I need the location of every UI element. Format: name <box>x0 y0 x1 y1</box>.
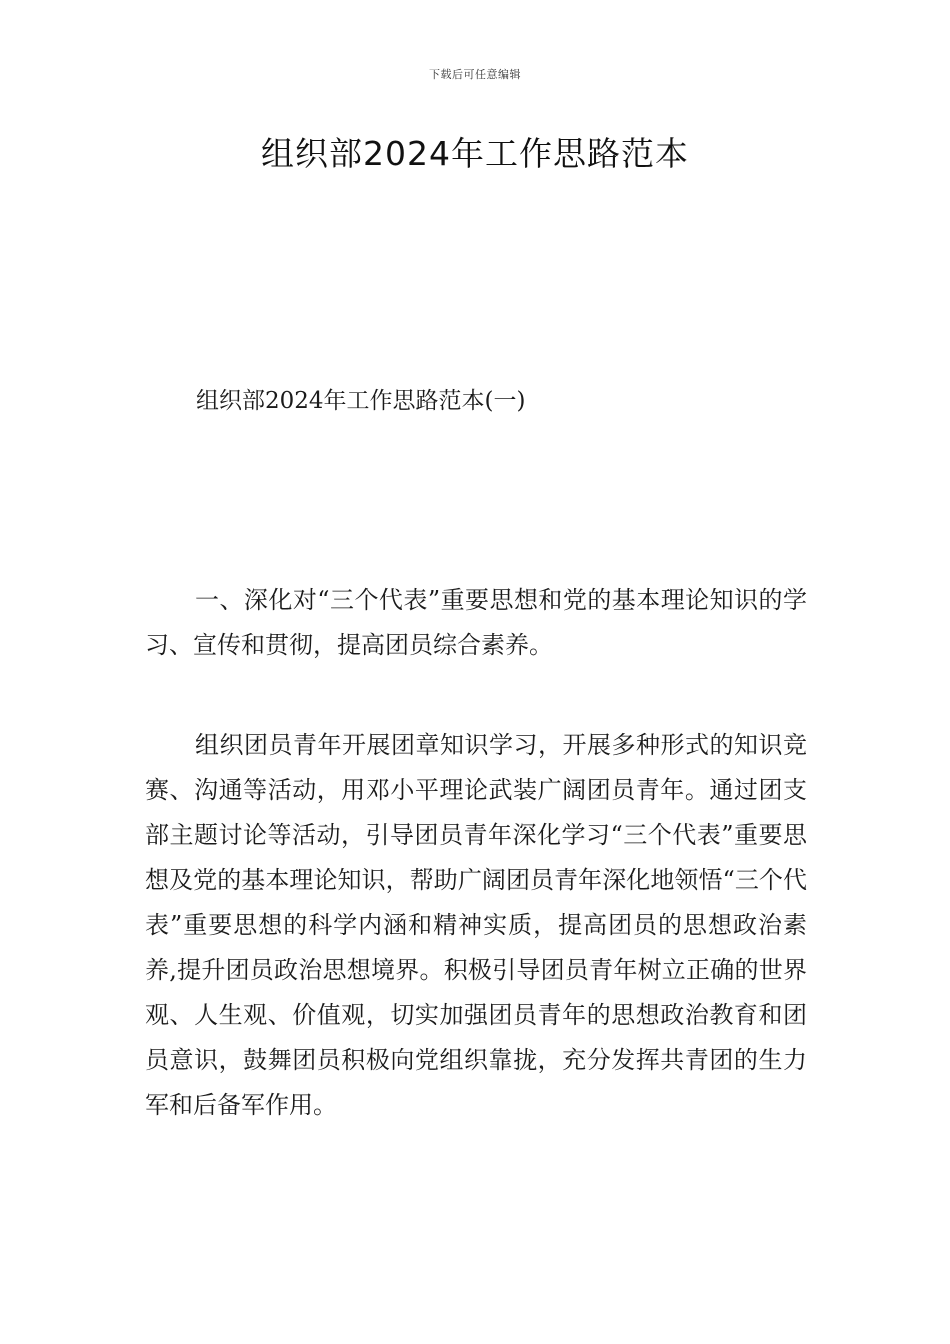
paragraph-section-one-body: 组织团员青年开展团章知识学习，开展多种形式的知识竞赛、沟通等活动，用邓小平理论武装广阔团员青年。通过团支部主题讨论等活动，引导团员青年深化学习“三个代表”重要思想及党的基本理论知识，帮助广阔团员青年深化地领悟“三个代表”重要思想的科学内涵和精神实质，提高团员的思想政治素养,提升团员政治思想境界。积极引导团员青年树立正确的世界观、人生观、价值观，切实加强团员青年的思想政治教育和团员意识，鼓舞团员积极向党组织靠拢，充分发挥共青团的生力军和后备军作用。 <box>145 731 807 1119</box>
document-title: 组织部2024年工作思路范本 <box>261 134 689 173</box>
paragraph-section-one-heading: 一、深化对“三个代表”重要思想和党的基本理论知识的学习、宣传和贯彻，提高团员综合素养。 <box>145 586 807 659</box>
document-subtitle: 组织部2024年工作思路范本(一) <box>196 388 526 414</box>
header-note: 下载后可任意编辑 <box>429 68 521 81</box>
